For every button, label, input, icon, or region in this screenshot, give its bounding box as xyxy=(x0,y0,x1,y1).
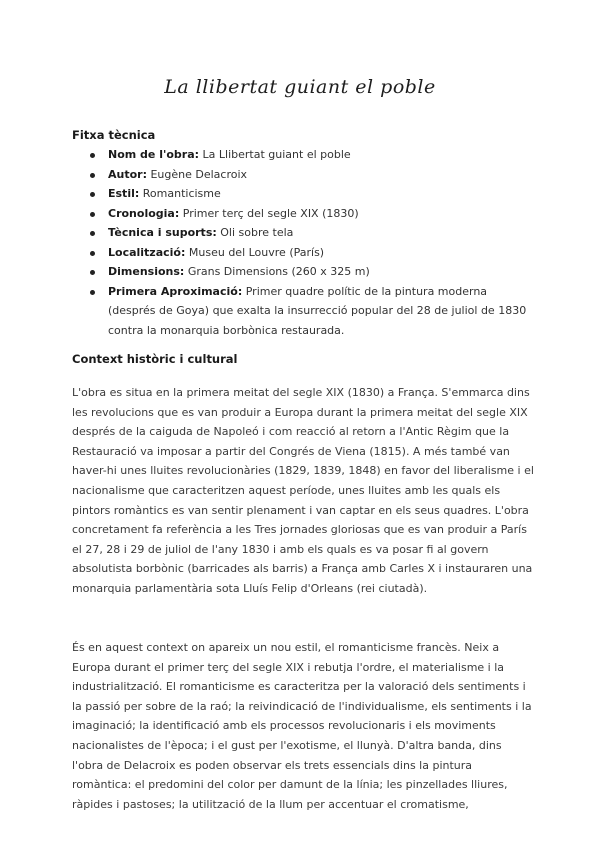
item-value: La Llibertat guiant el poble xyxy=(202,148,351,161)
context-heading: Context històric i cultural xyxy=(72,352,238,366)
item-value: Eugène Delacroix xyxy=(150,167,248,181)
context-paragraph-1: L'obra es situa en la primera meitat del segle XIX (1830) a França. S'emmarca dins les revolucions que es van produir a Europa durant la primera meitat del segle XIX després de la caiguda de Napoleó i com reacció al retorn a l'Antic Règim que la Restauració va imposar a partir del Congrés de Viena (1815). A més també van haver-hi unes lluites revolucionàries (1829, 1839, 1848) en favor del liberalisme i el nacionalisme que caracteritzen aquest període, unes lluites amb les quals els pintors romàntics es van sentir plenament i van captar en els seus quadres. L'obra concretament fa referència a les Tres jornades gloriosas que es van produir a París el 27, 28 i 29 de juliol de l'any 1830 i amb els quals es va posar fi al govern absolutista borbònic (barricades als barris) a França amb Carles X i instauraren una monarquia parlamentària sota Lluís Felip d'Orleans (rei ciutadà). xyxy=(72,386,534,595)
item-value: Primer quadre polític de la pintura moderna (després de Goya) que exalta la insurrecció popular del 28 de juliol de 1830 contra la monarquia borbònica restaurada. xyxy=(108,284,527,337)
list-item xyxy=(0,184,600,204)
bullet-icon xyxy=(90,192,95,197)
item-value: Romanticisme xyxy=(142,187,221,200)
bullet-icon xyxy=(90,251,95,256)
list-item xyxy=(0,243,600,263)
item-label: Dimensions: xyxy=(108,265,185,278)
list-item xyxy=(0,145,600,165)
bullet-icon xyxy=(90,290,95,295)
list-item xyxy=(0,165,600,185)
bullet-icon xyxy=(90,153,95,158)
item-label: Nom de l'obra: xyxy=(108,148,200,161)
item-label: Tècnica i suports: xyxy=(108,226,217,239)
list-item xyxy=(0,223,600,243)
fitxa-list xyxy=(0,145,600,340)
list-item xyxy=(0,204,600,224)
list-item xyxy=(0,282,600,341)
bullet-icon xyxy=(90,212,95,217)
list-item xyxy=(0,262,600,282)
item-value: Oli sobre tela xyxy=(220,226,294,239)
bullet-icon xyxy=(90,270,95,275)
bullet-icon xyxy=(90,173,95,178)
fitxa-heading: Fitxa tècnica xyxy=(72,128,156,142)
item-label: Primera Aproximació: xyxy=(108,284,243,298)
item-label: Localització: xyxy=(108,245,186,259)
item-value: Grans Dimensions (260 x 325 m) xyxy=(187,265,370,278)
context-paragraph-2: És en aquest context on apareix un nou estil, el romanticisme francès. Neix a Europa durant el primer terç del segle XIX i rebutja l'ordre, el materialisme i la industrialització. El romanticisme es caracteritza per la valoració dels sentiments i la passió per sobre de la raó; la reivindicació de l'individualisme, els sentiments i la imaginació; la identificació amb els processos revolucionaris i els moviments nacionalistes de l'època; i el gust per l'exotisme, el llunyà. D'altra banda, dins l'obra de Delacroix es poden observar els trets essencials dins la pintura romàntica: el predomini del color per damunt de la línia; les pinzellades lliures, ràpides i pastoses; la utilització de la llum per accentuar el cromatisme, xyxy=(72,641,532,811)
bullet-icon xyxy=(90,231,95,236)
item-label: Cronologia: xyxy=(108,206,180,220)
page-title: La llibertat guiant el poble xyxy=(164,76,436,98)
item-value: Museu del Louvre (París) xyxy=(188,245,325,259)
item-label: Autor: xyxy=(108,167,147,181)
item-value: Primer terç del segle XIX (1830) xyxy=(182,206,359,220)
item-label: Estil: xyxy=(108,187,140,200)
